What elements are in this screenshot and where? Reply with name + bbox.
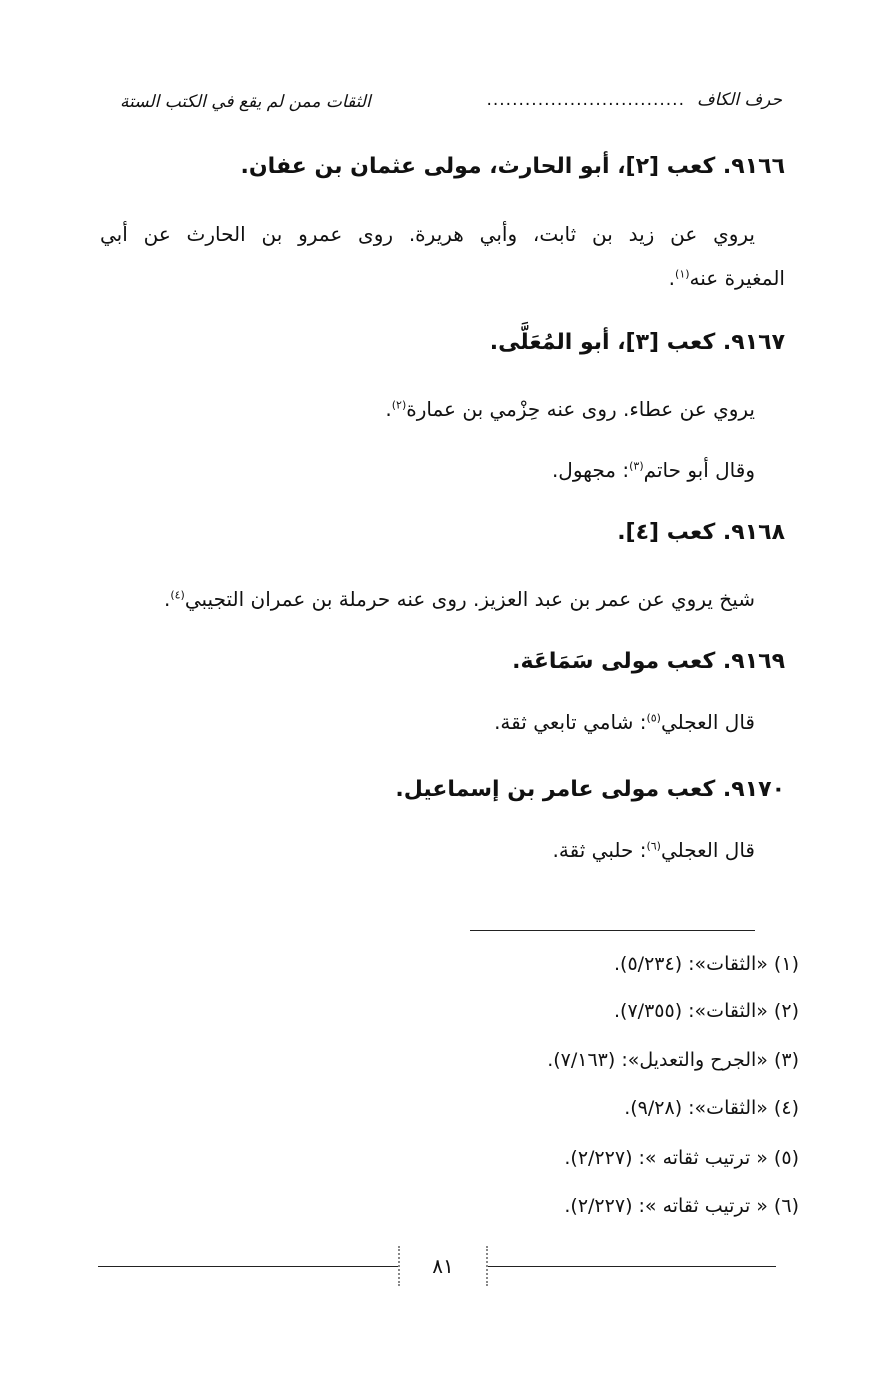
running-header-chapter: حرف الكاف [696,90,782,110]
footnote-mark[interactable]: (١) [675,267,690,281]
footnote-separator [470,930,755,931]
entry-heading-9166: ٩١٦٦. كعب [٢]، أبو الحارث، مولى عثمان بن عفان. [240,154,785,179]
entry-text-9166-line1: يروي عن زيد بن ثابت، وأبي هريرة. روى عمرو بن الحارث عن أبي [100,222,755,246]
footnote-6: (٦) « ترتيب ثقاته »: (٢/٢٢٧). [564,1195,799,1217]
running-header-book-title: الثقات ممن لم يقع في الكتب الستة [120,92,371,112]
entry-heading-9168: ٩١٦٨. كعب [٤]. [617,520,785,545]
entry-text-9167-line2: وقال أبو حاتم$^{(٣)}$: مجهول. [551,458,755,482]
footnote-1: (١) «الثقات»: (٥/٢٣٤). [614,953,799,975]
page-number: ٨١ [398,1246,488,1286]
entry-text-9166-line2: المغيرة عنه$^{(١)}$. [668,266,785,290]
footnote-mark[interactable]: (٥) [646,711,661,725]
footnote-5: (٥) « ترتيب ثقاته »: (٢/٢٢٧). [564,1147,799,1169]
entry-heading-9170: ٩١٧٠. كعب مولى عامر بن إسماعيل. [395,777,785,802]
bottom-rule-right [484,1266,776,1267]
footnote-mark[interactable]: (٣) [629,459,644,473]
footnote-mark[interactable]: (٢) [391,398,407,412]
entry-text-9168-line1: شيخ يروي عن عمر بن عبد العزيز. روى عنه حرملة بن عمران التجيبي$^{(٤)}$. [163,587,755,611]
footnote-mark[interactable]: (٤) [170,588,185,602]
running-header-dots: ............................... [486,90,685,110]
entry-text-9170-line1: قال العجلي$^{(٦)}$: حلبي ثقة. [552,838,755,862]
entry-text-9167-line1: يروي عن عطاء. روى عنه حِزْمي بن عمارة$^{(٢)}$. [385,397,755,421]
footnote-3: (٣) «الجرح والتعديل»: (٧/١٦٣). [547,1049,799,1071]
footnote-4: (٤) «الثقات»: (٩/٢٨). [624,1097,799,1119]
bottom-rule-left [98,1266,398,1267]
entry-heading-9169: ٩١٦٩. كعب مولى سَمَاعَة. [512,649,785,674]
entry-text-9169-line1: قال العجلي$^{(٥)}$: شامي تابعي ثقة. [494,710,755,734]
footnote-2: (٢) «الثقات»: (٧/٣٥٥). [614,1000,799,1022]
entry-heading-9167: ٩١٦٧. كعب [٣]، أبو المُعَلَّى. [489,330,785,355]
footnote-mark[interactable]: (٦) [646,839,661,853]
